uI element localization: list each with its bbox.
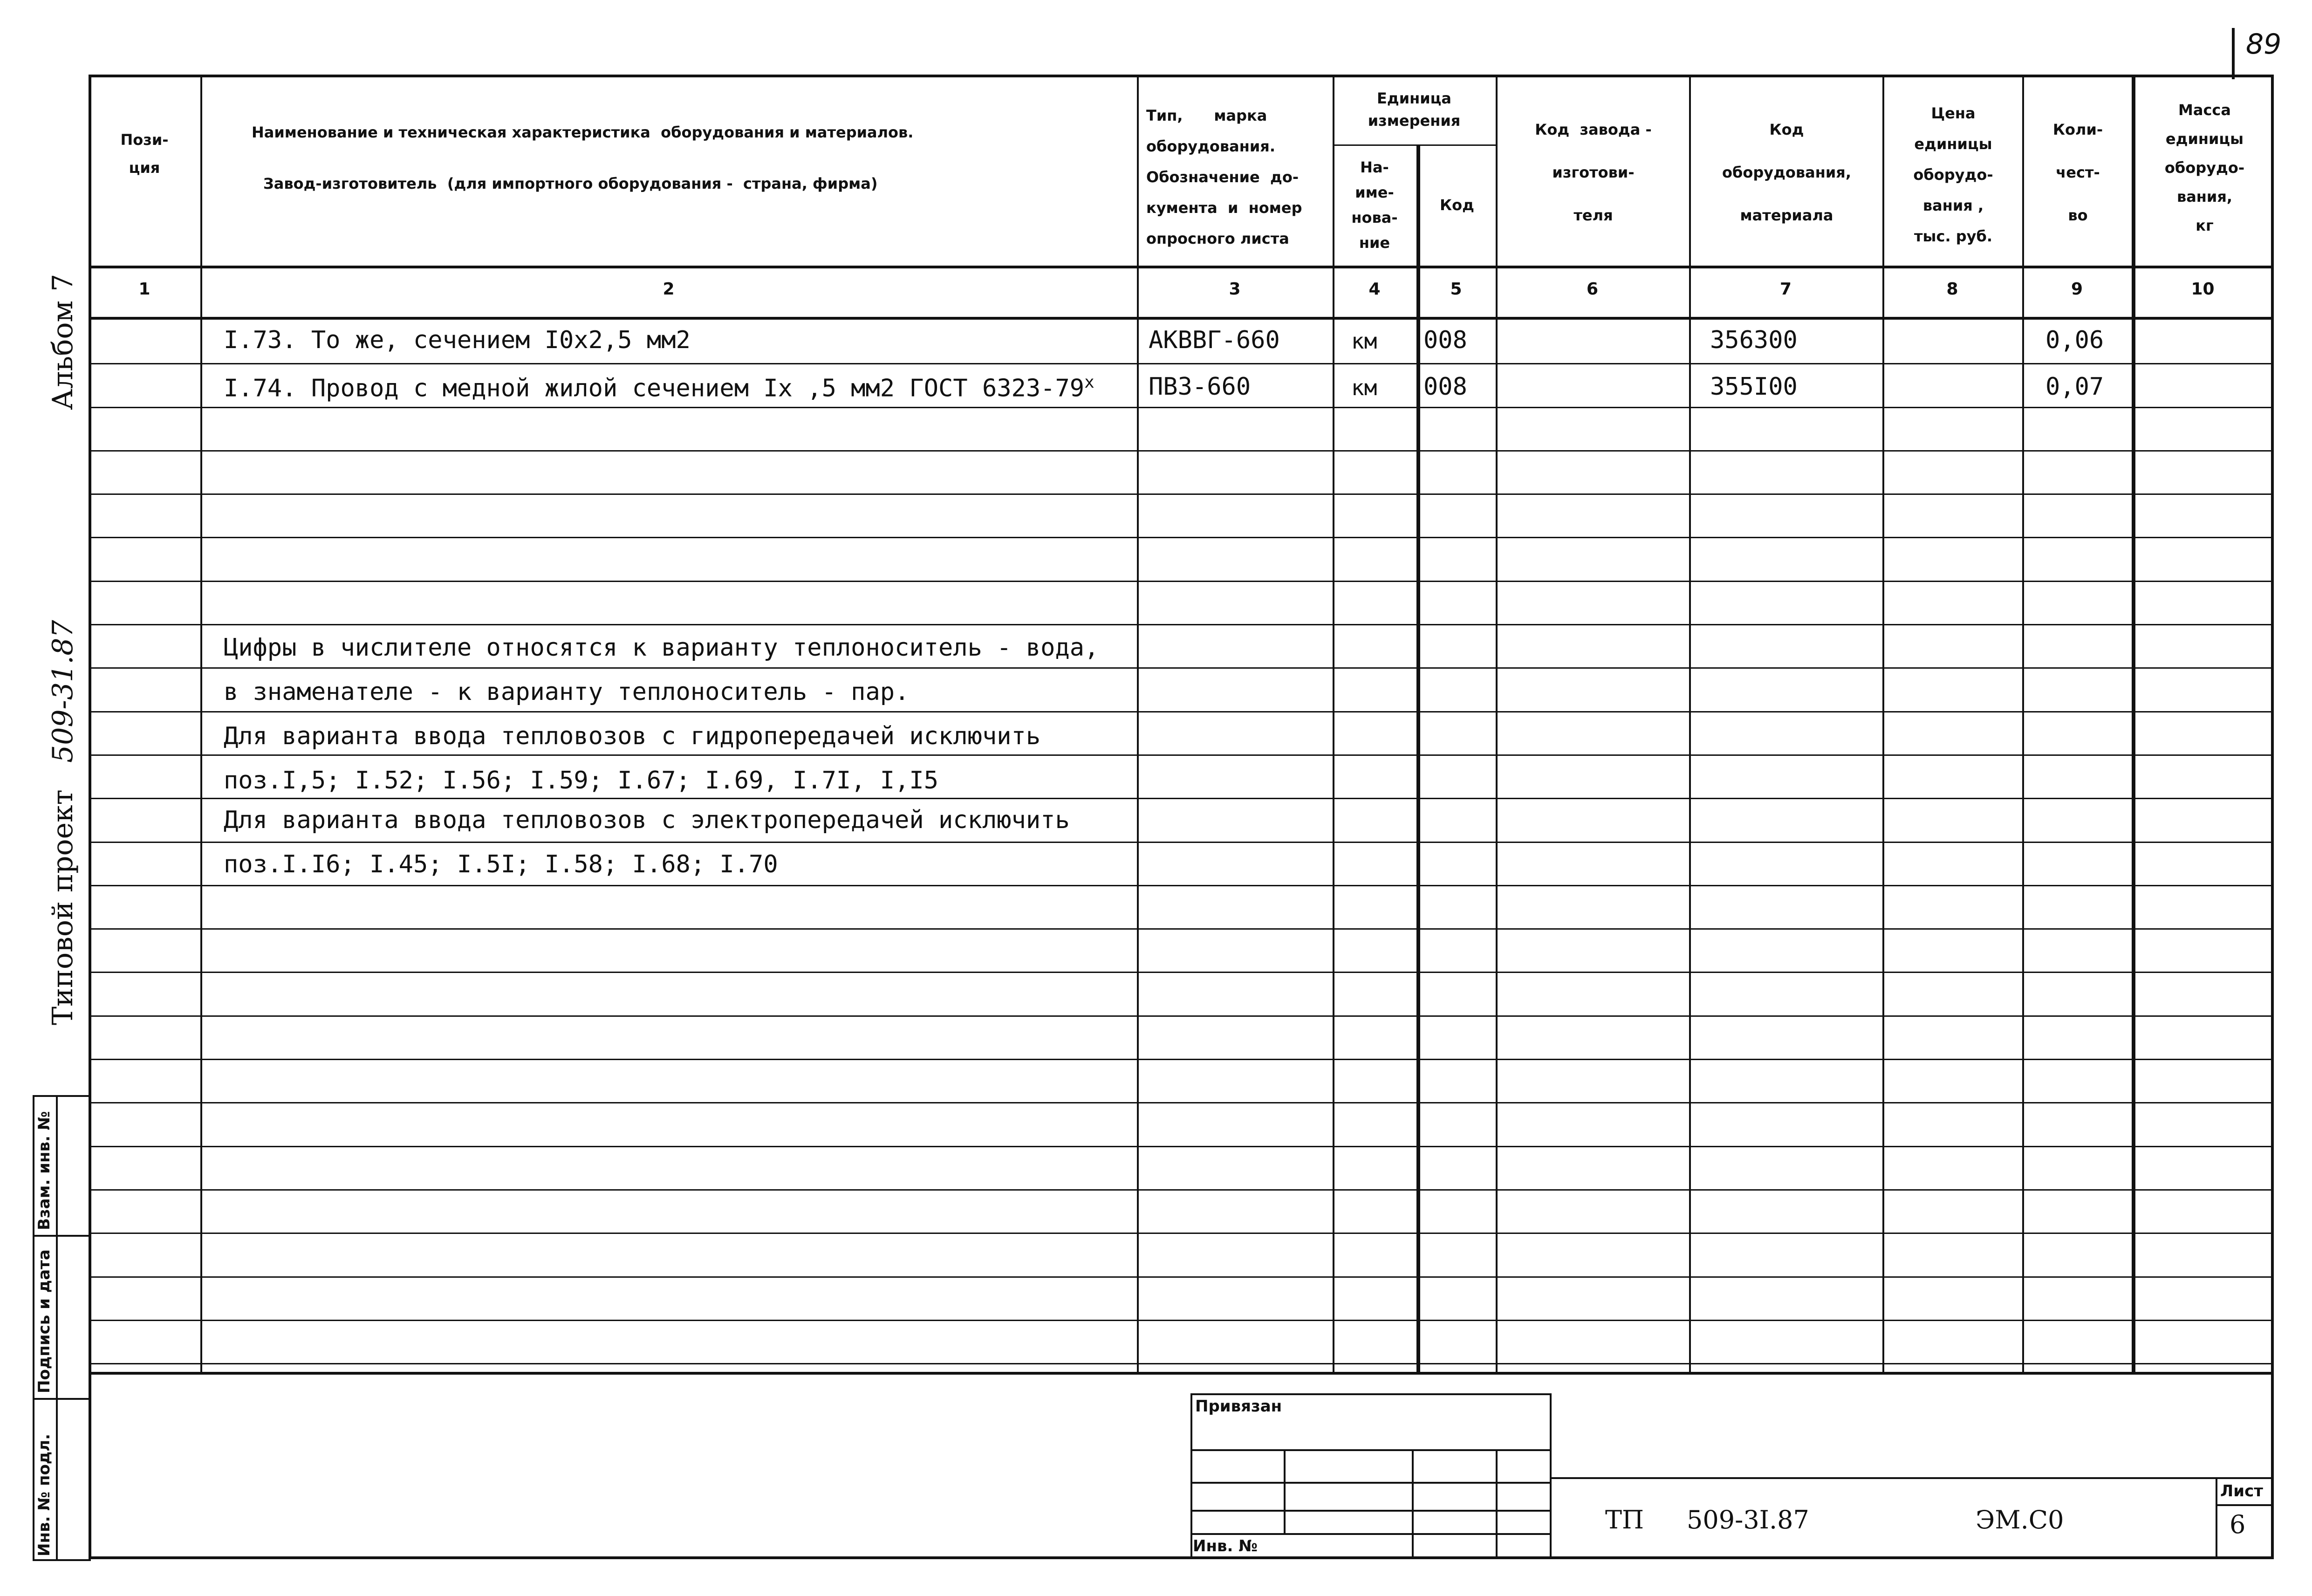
body-row-line-23 [89, 1320, 2274, 1321]
col-divider-6 [1689, 75, 1691, 1375]
side-inv-podl-label: Инв. № подл. [35, 1433, 54, 1556]
body-row-line-16 [89, 1015, 2274, 1017]
title-block-top [1552, 1477, 2274, 1479]
row-1-qty: 0,06 [2045, 326, 2104, 354]
unit-header-divider [1333, 144, 1496, 146]
privyazan-col-1 [1284, 1449, 1286, 1533]
privyazan-label: Привязан [1195, 1397, 1282, 1416]
row-2-qty: 0,07 [2045, 373, 2104, 401]
body-row-line-19 [89, 1146, 2274, 1147]
colnum-8: 8 [1946, 280, 1958, 299]
note-line-5: Для варианта ввода тепловозов с электропередачей исключить [224, 806, 1070, 834]
sheet-label: Лист [2220, 1482, 2263, 1500]
note-line-6: поз.I.I6; I.45; I.5I; I.58; I.68; I.70 [224, 850, 778, 878]
side-album-label: Альбом 7 [47, 274, 79, 410]
colnum-10: 10 [2191, 280, 2215, 299]
colnum-5: 5 [1450, 280, 1462, 299]
side-project-text: Типовой проект [47, 789, 79, 1025]
left-stamp-inner-line [56, 1095, 58, 1561]
left-stamp-divider-1 [33, 1235, 91, 1237]
sheet-box-divider [2216, 1504, 2274, 1506]
col-divider-3 [1333, 75, 1334, 1375]
header-bottom-line [89, 266, 2274, 268]
privyazan-col-2 [1412, 1449, 1414, 1559]
note-line-1: Цифры в числителе относятся к варианту теплоноситель - вода, [224, 634, 1099, 662]
page-number-bar [2232, 28, 2235, 79]
body-row-line-8 [89, 667, 2274, 669]
note-line-4: поз.I,5; I.52; I.56; I.59; I.67; I.69, I.7I, I,I5 [224, 767, 939, 795]
header-factory-code: Код завода - изготови- теля [1535, 121, 1652, 224]
body-row-line-2 [89, 407, 2274, 408]
body-row-line-11 [89, 798, 2274, 799]
body-row-line-12 [89, 842, 2274, 843]
row-1-code: 008 [1423, 326, 1467, 354]
header-unit-name: На- име- нова- ние [1351, 158, 1398, 252]
note-line-2: в знаменателе - к варианту теплоноситель - пар. [224, 678, 910, 706]
row-1-unit: км [1351, 329, 1377, 354]
title-doc-number: 509-3I.87 [1687, 1505, 1809, 1534]
body-row-line-17 [89, 1059, 2274, 1060]
colnum-7: 7 [1779, 280, 1792, 299]
body-row-line-3 [89, 450, 2274, 452]
colnum-6: 6 [1586, 280, 1599, 299]
side-podpis-label: Подпись и дата [35, 1249, 54, 1393]
note-line-3: Для варианта ввода тепловозов с гидропередачей исключить [224, 722, 1041, 750]
body-row-line-1 [89, 363, 2274, 364]
title-section: ЭМ.С0 [1976, 1505, 2064, 1534]
body-row-line-14 [89, 928, 2274, 930]
bottom-frame-line [89, 1556, 2274, 1559]
side-project-label [47, 620, 79, 1025]
header-position: Пози- ция [120, 131, 169, 177]
body-row-line-20 [89, 1189, 2274, 1191]
row-1-name: I.73. То же, сечением I0x2,5 мм2 [224, 326, 691, 354]
body-row-line-18 [89, 1102, 2274, 1103]
page-number: 89 [2246, 28, 2282, 61]
header-unit-group: Единица измерения [1368, 89, 1461, 130]
col-divider-9 [2132, 75, 2135, 1375]
body-row-line-4 [89, 493, 2274, 495]
colnum-bottom-line [89, 317, 2274, 320]
body-row-line-10 [89, 754, 2274, 756]
col-divider-8 [2022, 75, 2024, 1375]
colnum-2: 2 [663, 280, 675, 299]
body-row-line-7 [89, 624, 2274, 625]
row-2-type: ПВ3-660 [1149, 373, 1251, 401]
sheet-number: 6 [2230, 1510, 2246, 1539]
body-row-line-15 [89, 972, 2274, 973]
body-row-line-5 [89, 537, 2274, 538]
header-unit-code: Код [1440, 196, 1474, 214]
body-row-line-13 [89, 885, 2274, 886]
body-row-line-21 [89, 1233, 2274, 1234]
colnum-1: 1 [138, 280, 150, 299]
body-row-line-22 [89, 1276, 2274, 1278]
row-2-code: 008 [1423, 373, 1467, 401]
row-2-name-text: I.74. Провод с медной жилой сечением Iх ,5 мм2 ГОСТ 6323-79 [224, 374, 1085, 403]
body-row-line-9 [89, 711, 2274, 712]
body-row-line-24 [89, 1363, 2274, 1364]
bottom-left-frame [89, 1375, 91, 1559]
header-name-line2: Завод-изготовитель (для импортного оборудования - страна, фирма) [263, 175, 878, 192]
col-divider-5 [1496, 75, 1498, 1375]
col-divider-2 [1137, 75, 1139, 1375]
header-material-code: Код оборудования, материала [1722, 121, 1851, 224]
colnum-9: 9 [2071, 280, 2083, 299]
body-row-line-6 [89, 581, 2274, 582]
col-divider-1 [200, 75, 202, 1375]
colnum-3: 3 [1229, 280, 1241, 299]
row-2-unit: км [1351, 375, 1377, 400]
header-name-line1: Наименование и техническая характеристика оборудования и материалов. [252, 123, 914, 141]
row-2-name-sup: х [1084, 373, 1094, 392]
header-mass: Масса единицы оборудо- вания, кг [2164, 101, 2245, 234]
title-tp: ТП [1605, 1505, 1644, 1534]
row-2-name [224, 373, 1094, 402]
side-project-number: 509-31.87 [47, 620, 79, 763]
col-divider-7 [1882, 75, 1884, 1375]
colnum-4: 4 [1368, 280, 1381, 299]
inv-no-label: Инв. № [1193, 1537, 1258, 1555]
side-vzam-label: Взам. инв. № [35, 1111, 54, 1230]
row-1-material-code: 356300 [1710, 326, 1798, 354]
header-qty: Коли- чест- во [2052, 121, 2103, 224]
row-1-type: АКВВГ-660 [1149, 326, 1280, 354]
left-stamp-divider-2 [33, 1398, 91, 1400]
header-type: Тип, марка оборудования. Обозначение до- кумента и номер опросного листа [1146, 107, 1302, 247]
privyazan-col-3 [1496, 1449, 1498, 1559]
row-2-material-code: 355I00 [1710, 373, 1798, 401]
header-price: Цена единицы оборудо- вания , тыс. руб. [1913, 104, 1993, 245]
